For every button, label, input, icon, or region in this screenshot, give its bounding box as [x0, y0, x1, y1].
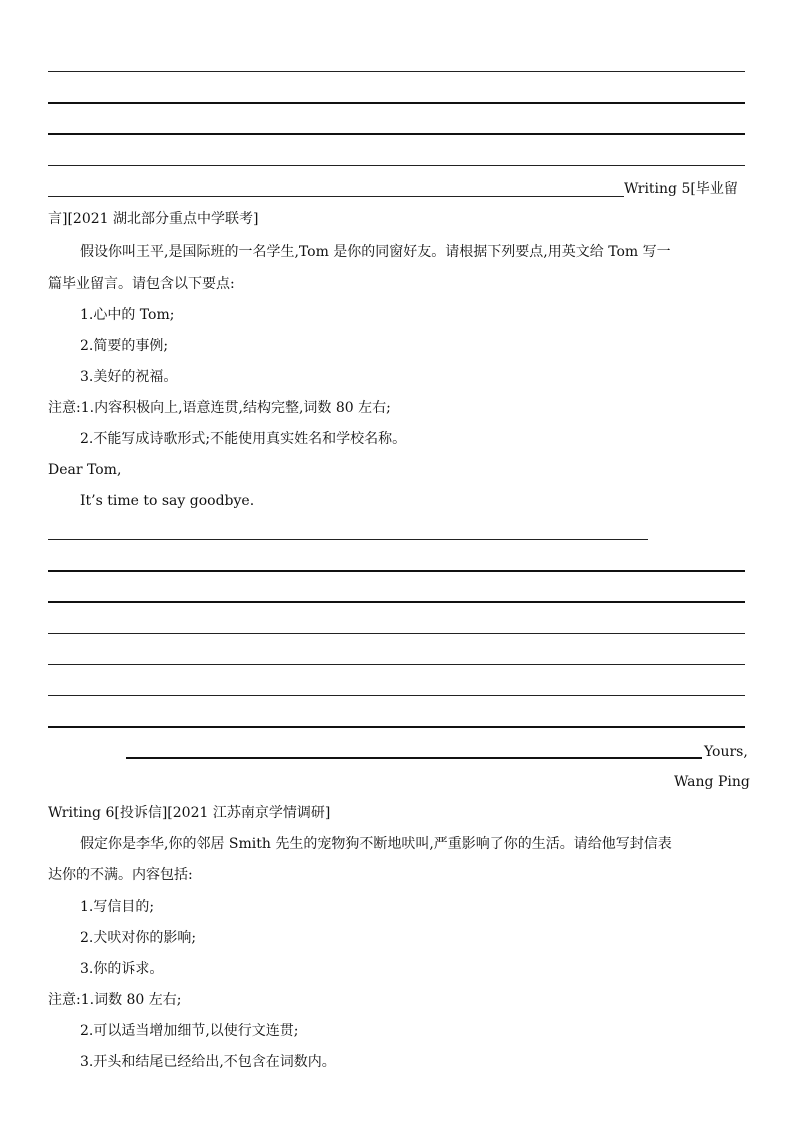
answer-line	[48, 695, 745, 696]
answer-line	[48, 71, 745, 72]
writing6-notes-line1: 注意:1.词数 80 左右;	[48, 992, 182, 1008]
writing6-heading: Writing 6[投诉信][2021 江苏南京学情调研]	[48, 805, 331, 821]
writing6-point-2: 2.犬吠对你的影响;	[80, 930, 197, 946]
letter-closing: Yours,	[704, 744, 748, 760]
answer-line	[48, 601, 745, 603]
writing5-point-2: 2.简要的事例;	[80, 338, 169, 354]
answer-line	[48, 570, 745, 572]
answer-line	[48, 102, 745, 104]
letter-signature: Wang Ping	[674, 774, 750, 790]
writing6-point-3: 3.你的诉求。	[80, 961, 164, 977]
answer-line	[48, 539, 648, 540]
writing5-point-3: 3.美好的祝福。	[80, 369, 178, 385]
letter-opening: It’s time to say goodbye.	[80, 493, 255, 509]
answer-line	[48, 664, 745, 665]
answer-line	[48, 196, 624, 197]
answer-line	[48, 133, 745, 135]
writing5-prompt-line2: 篇毕业留言。请包含以下要点:	[48, 276, 235, 292]
answer-line	[48, 633, 745, 634]
answer-line	[126, 757, 702, 759]
letter-greeting: Dear Tom,	[48, 462, 122, 478]
writing6-notes-line2: 2.可以适当增加细节,以使行文连贯;	[80, 1023, 299, 1039]
writing6-prompt-line1: 假定你是李华,你的邻居 Smith 先生的宠物狗不断地吠叫,严重影响了你的生活。请给他写封信表	[80, 836, 672, 852]
answer-line	[48, 726, 745, 728]
writing6-notes-line3: 3.开头和结尾已经给出,不包含在词数内。	[80, 1054, 336, 1070]
writing5-point-1: 1.心中的 Tom;	[80, 307, 175, 323]
writing5-notes-line1: 注意:1.内容积极向上,语意连贯,结构完整,词数 80 左右;	[48, 400, 391, 416]
writing6-point-1: 1.写信目的;	[80, 899, 155, 915]
answer-line	[48, 165, 745, 166]
writing5-heading-part2: 言][2021 湖北部分重点中学联考]	[48, 211, 259, 227]
writing5-prompt-line1: 假设你叫王平,是国际班的一名学生,Tom 是你的同窗好友。请根据下列要点,用英文给 Tom 写一	[80, 244, 671, 260]
writing5-heading-part1: Writing 5[毕业留	[624, 181, 738, 197]
writing5-notes-line2: 2.不能写成诗歌形式;不能使用真实姓名和学校名称。	[80, 431, 407, 447]
writing6-prompt-line2: 达你的不满。内容包括:	[48, 867, 193, 883]
